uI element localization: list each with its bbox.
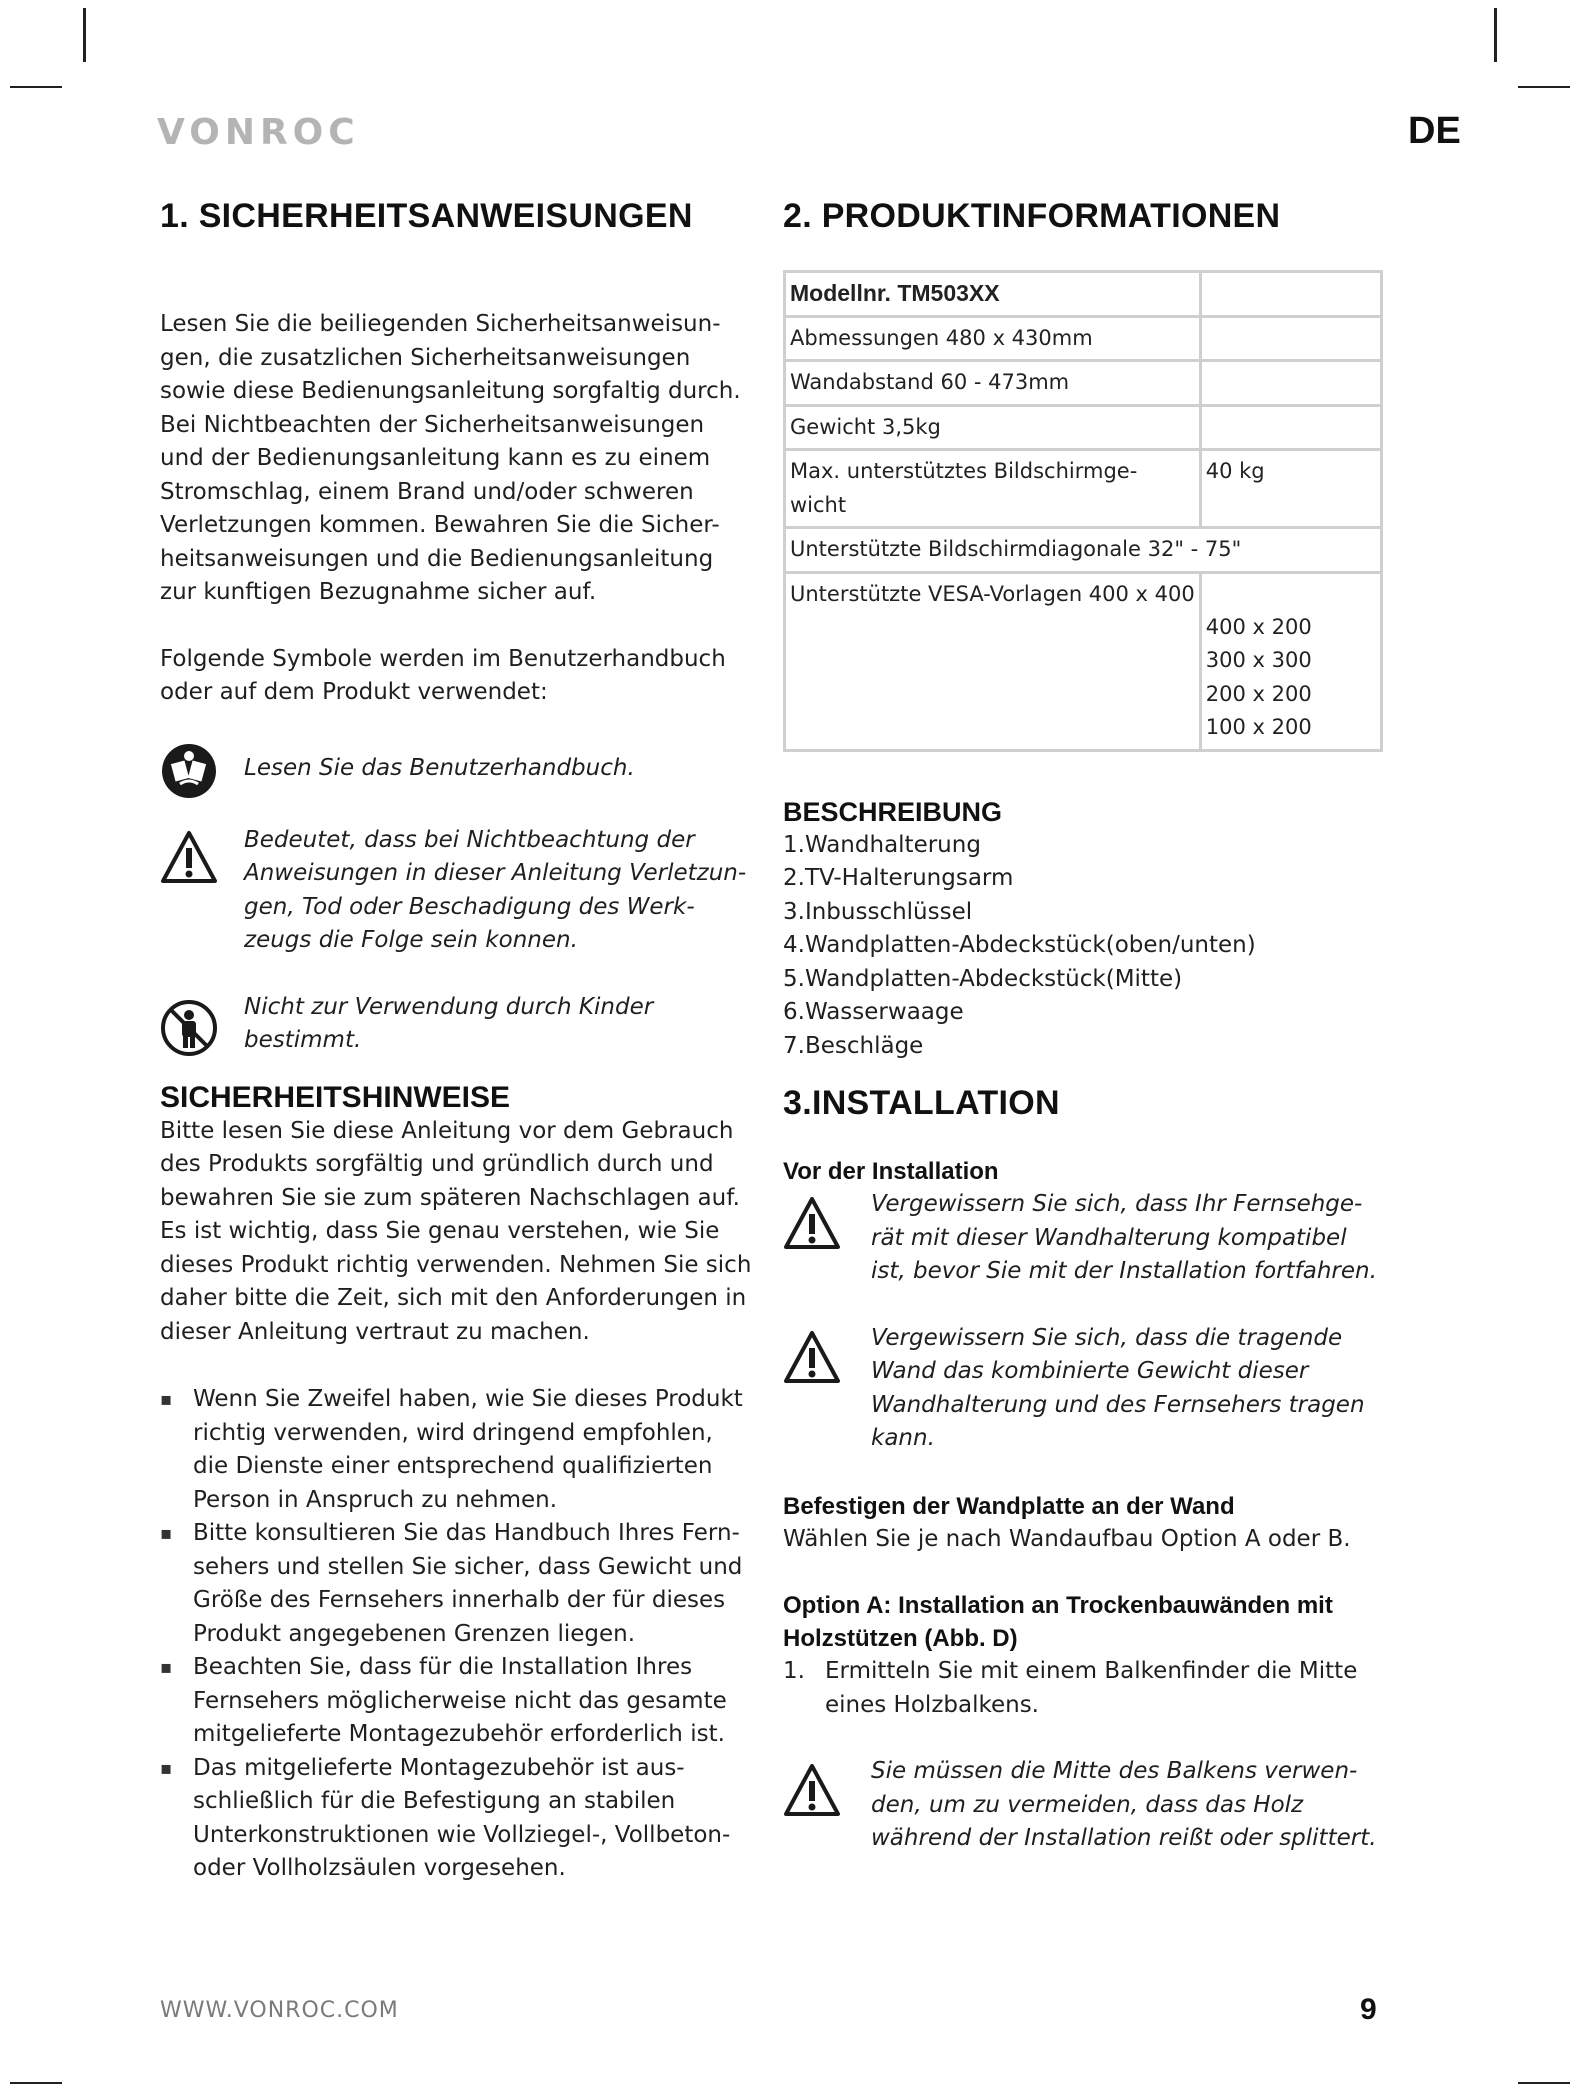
- installation-title: 3.INSTALLATION: [783, 1084, 1060, 1122]
- empty-cell: [1200, 316, 1381, 361]
- weight-cell: Gewicht 3,5kg: [785, 405, 1201, 450]
- list-item: 2.TV-Halterungsarm: [783, 865, 1014, 891]
- symbol-warning: [160, 824, 760, 958]
- symbol-no-children-text: Nicht zur Verwendung durch Kinder bestimmt.: [244, 993, 654, 1053]
- diagonal-cell: Unterstützte Bildschirmdiagonale 32" - 75": [785, 528, 1382, 573]
- crop-mark: [10, 2082, 62, 2084]
- crop-mark: [1494, 8, 1497, 62]
- warning-triangle-icon: [783, 1196, 845, 1254]
- hints-title: SICHERHEITSHINWEISE: [160, 1080, 511, 1114]
- empty-cell: [1200, 361, 1381, 406]
- list-item: 4.Wandplatten-Abdeckstück(oben/unten): [783, 932, 1256, 958]
- before-installation-title: Vor der Installation: [783, 1158, 999, 1185]
- step-number: 1.: [783, 1658, 805, 1684]
- empty-cell: [1200, 272, 1381, 317]
- right-column: [783, 196, 1423, 1856]
- warning-triangle-icon: [783, 1763, 845, 1821]
- list-item: ▪ Das mitgelieferte Montagezubehör ist aus- schließlich für die Befestigung an stabilen Unterkonstruktionen wie Vollziegel-, Vollbeton- oder Vollholzsäulen vorgesehen.: [160, 1752, 760, 1886]
- list-item: [783, 1655, 1423, 1722]
- model-cell: Modellnr. TM503XX: [785, 272, 1201, 317]
- safety-intro: Lesen Sie die beiliegenden Sicherheitsanweisun- gen, die zusatzlichen Sicherheitsanweisungen sowie diese Bedienungsanleitung sorgfaltig durch. Bei Nichtbeachten der Sicherheitsanweisungen und der Bedienungsanleitung kann es zu einem Stromschlag, einem Brand und/oder schweren Verletzungen kommen. Bewahren Sie die Sicher- heitsanweisungen und die Bedienungsanleitung zur kunftigen Bezugnahme sicher auf.: [160, 311, 741, 605]
- crop-mark: [1518, 2082, 1570, 2084]
- max-weight-label-cell: Max. unterstütztes Bildschirmge- wicht: [785, 450, 1201, 528]
- table-row: [785, 405, 1382, 450]
- symbol-no-children: [160, 991, 760, 1061]
- crop-mark: [10, 86, 62, 88]
- left-column: [160, 196, 760, 1886]
- list-item: 5.Wandplatten-Abdeckstück(Mitte): [783, 965, 1183, 992]
- warning-wall-load-text: Vergewissern Sie sich, dass die tragende Wand das kombinierte Gewicht dieser Wandhalterung und des Fernsehers tragen kann.: [871, 1324, 1365, 1451]
- safety-title: 1. SICHERHEITSANWEISUNGEN: [160, 197, 693, 235]
- dimensions-cell: Abmessungen 480 x 430mm: [785, 316, 1201, 361]
- description-title: BESCHREIBUNG: [783, 796, 1003, 827]
- table-row: [785, 572, 1382, 750]
- read-manual-icon: [160, 742, 222, 804]
- warning-triangle-icon: [160, 830, 222, 888]
- list-item: 1.Wandhalterung: [783, 831, 981, 858]
- option-a-steps: [783, 1655, 1423, 1722]
- no-children-icon: [160, 999, 222, 1061]
- wall-distance-cell: Wandabstand 60 - 473mm: [785, 361, 1201, 406]
- empty-cell: [1200, 405, 1381, 450]
- warning-triangle-icon: [783, 1330, 845, 1388]
- list-item: 6.Wasserwaage: [783, 999, 964, 1025]
- product-title: 2. PRODUKTINFORMATIONEN: [783, 197, 1281, 235]
- table-row: [785, 361, 1382, 406]
- list-item: ▪ Wenn Sie Zweifel haben, wie Sie dieses Produkt richtig verwenden, wird dringend empfohlen, die Dienste einer entsprechend qualifizierten Person in Anspruch zu nehmen.: [160, 1383, 760, 1517]
- hints-text: Bitte lesen Sie diese Anleitung vor dem Gebrauch des Produkts sorgfältig und gründlich durch und bewahren Sie sie zum späteren Nachschlagen auf. Es ist wichtig, dass Sie genau verstehen, wie Sie dieses Produkt richtig verwenden. Nehmen Sie sich daher bitte die Zeit, sich mit den Anforderungen in dieser Anleitung vertraut zu machen.: [160, 1117, 752, 1345]
- list-item: ▪ Bitte konsultieren Sie das Handbuch Ihres Fern- sehers und stellen Sie sicher, dass Gewicht und Größe des Fernsehers innerhalb der für dieses Produkt angegebenen Grenzen liegen.: [160, 1517, 760, 1651]
- step-text: Ermitteln Sie mit einem Balkenfinder die Mitte eines Holzbalkens.: [825, 1658, 1358, 1718]
- brand-logo: VONROC: [157, 112, 360, 153]
- mount-title: Befestigen der Wandplatte an der Wand: [783, 1492, 1235, 1520]
- vesa-label-cell: Unterstützte VESA-Vorlagen 400 x 400: [785, 572, 1201, 750]
- warning-stud-center-text: Sie müssen die Mitte des Balkens verwen- den, um zu vermeiden, dass das Holz während der Installation reißt oder splittert.: [871, 1758, 1377, 1851]
- table-row: [785, 316, 1382, 361]
- warning-wall-load: [783, 1322, 1423, 1456]
- page-number: 9: [1360, 1993, 1377, 2026]
- option-a-title: Option A: Installation an Trockenbauwänden mit Holzstützen (Abb. D): [783, 1592, 1333, 1652]
- spec-table: [783, 270, 1383, 752]
- symbol-warning-text: Bedeutet, dass bei Nichtbeachtung der Anweisungen in dieser Anleitung Verletzun- gen, Tod oder Beschadigung des Werk- zeugs die Folge sein konnen.: [244, 826, 747, 953]
- warning-compatibility-text: Vergewissern Sie sich, dass Ihr Fernsehge- rät mit dieser Wandhalterung kompatibel ist, bevor Sie mit der Installation fortfahren.: [871, 1191, 1377, 1284]
- list-item: 3.Inbusschlüssel: [783, 898, 973, 925]
- description-list: [783, 829, 1423, 1064]
- table-row: [785, 450, 1382, 528]
- list-item: ▪ Beachten Sie, dass für die Installation Ihres Fernsehers möglicherweise nicht das gesamte mitgelieferte Montagezubehör erforderlich ist.: [160, 1651, 760, 1752]
- mount-text: Wählen Sie je nach Wandaufbau Option A oder B.: [783, 1525, 1351, 1552]
- vesa-values-cell: 400 x 200 300 x 300 200 x 200 100 x 200: [1200, 572, 1381, 750]
- crop-mark: [1518, 86, 1570, 88]
- footer-url: WWW.VONROC.COM: [160, 1998, 399, 2023]
- list-item: 7.Beschläge: [783, 1032, 924, 1059]
- safety-bullets: [160, 1383, 760, 1886]
- symbol-read-manual-text: Lesen Sie das Benutzerhandbuch.: [244, 754, 635, 781]
- table-row: [785, 528, 1382, 573]
- max-weight-value-cell: 40 kg: [1200, 450, 1381, 528]
- table-row: [785, 272, 1382, 317]
- crop-mark: [83, 8, 86, 62]
- symbols-intro: Folgende Symbole werden im Benutzerhandbuch oder auf dem Produkt verwendet:: [160, 645, 726, 705]
- symbol-read-manual: [160, 742, 760, 804]
- warning-compatibility: [783, 1188, 1423, 1289]
- warning-stud-center: [783, 1755, 1423, 1856]
- language-code: DE: [1408, 110, 1461, 152]
